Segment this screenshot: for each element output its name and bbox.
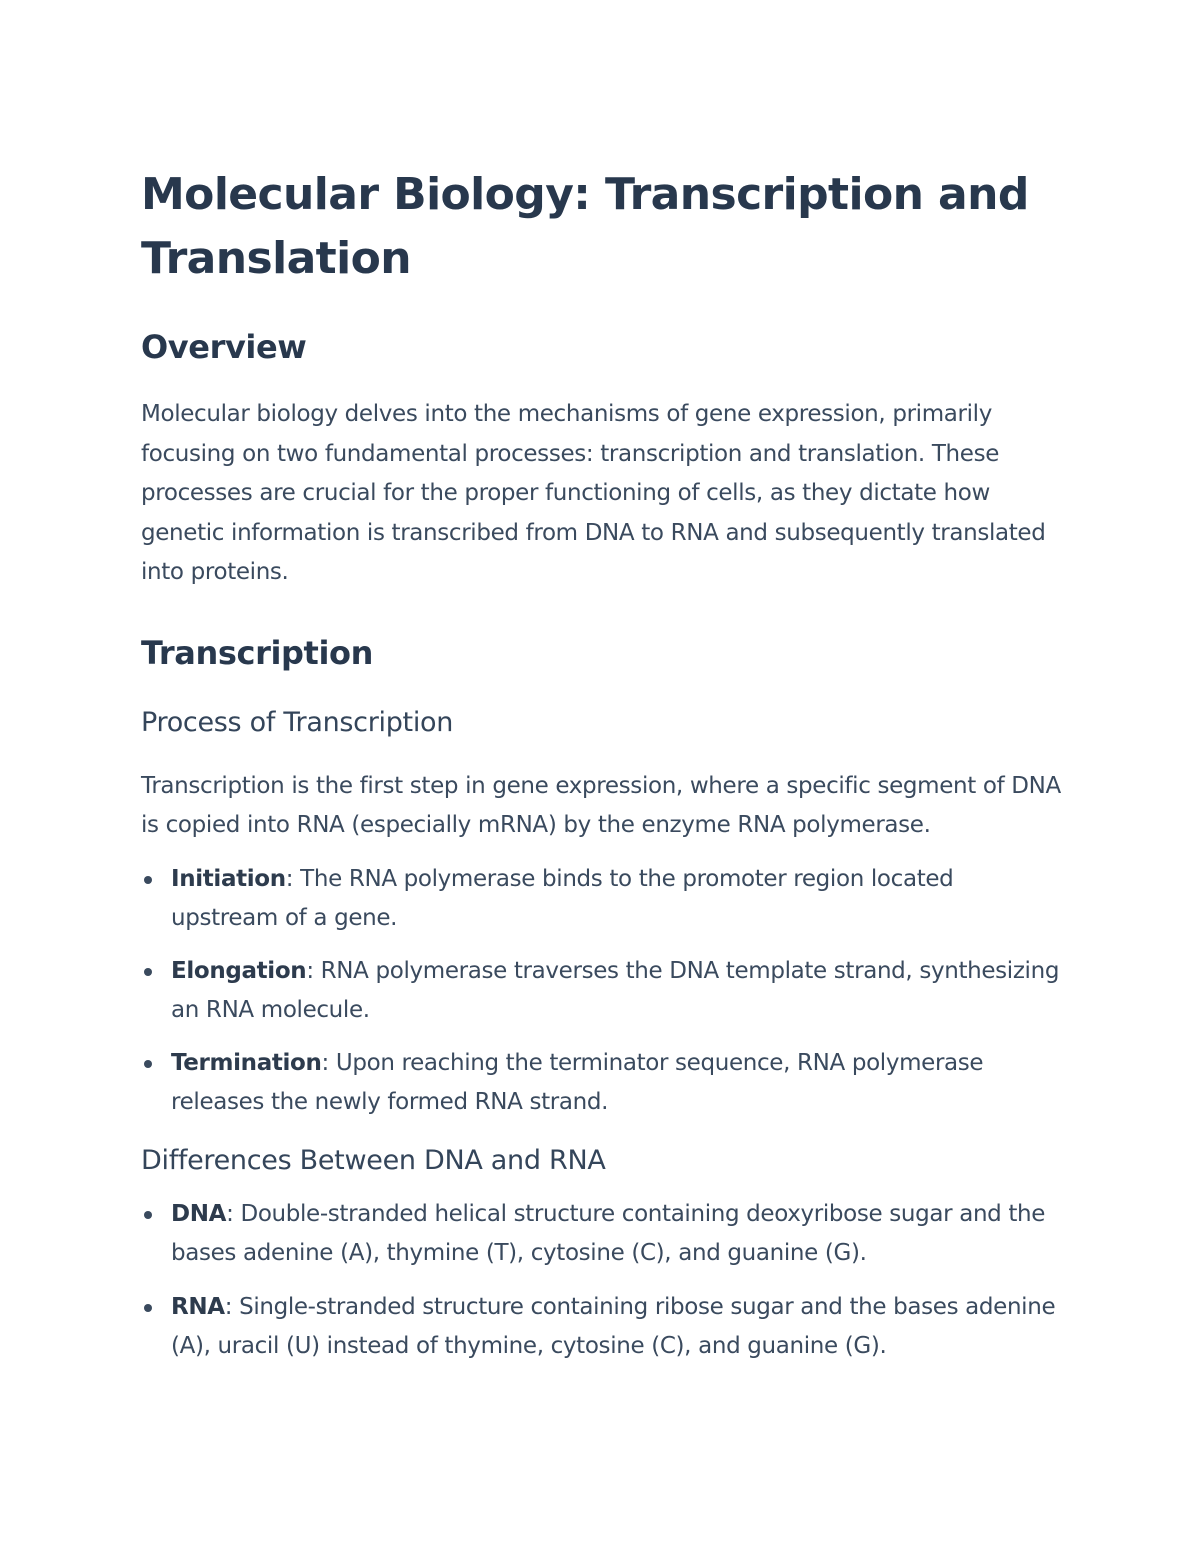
process-of-transcription-heading: Process of Transcription bbox=[141, 706, 454, 738]
document-page bbox=[141, 163, 1061, 1367]
list-item-elongation bbox=[141, 952, 1061, 1031]
list-item-dna bbox=[141, 1195, 1061, 1274]
page-title: Molecular Biology: Transcription and Translation bbox=[141, 169, 1029, 284]
list-item-initiation bbox=[141, 860, 1061, 939]
list-item-term: Termination bbox=[171, 1049, 322, 1076]
list-item-term: RNA bbox=[171, 1293, 225, 1320]
list-item-desc: : Single-stranded structure containing ribose sugar and the bases adenine (A), uracil (U) instead of thymine, cytosine (C), and guanine (G). bbox=[171, 1293, 1056, 1359]
overview-paragraph: Molecular biology delves into the mechanisms of gene expression, primarily focusing on two fundamental processes: transcription and translation. These processes are crucial for the proper functioning of cells, as they dictate how genetic information is transcribed from DNA to RNA and subsequently translated into proteins. bbox=[141, 401, 1046, 585]
transcription-steps-list bbox=[141, 860, 1061, 1123]
differences-heading: Differences Between DNA and RNA bbox=[141, 1144, 606, 1176]
list-item-desc: : The RNA polymerase binds to the promoter region located upstream of a gene. bbox=[171, 865, 954, 931]
bullet-icon bbox=[144, 1304, 152, 1312]
transcription-heading: Transcription bbox=[141, 633, 373, 672]
list-item-rna bbox=[141, 1288, 1061, 1367]
bullet-icon bbox=[144, 1211, 152, 1219]
bullet-icon bbox=[144, 1060, 152, 1068]
list-item-desc: : Upon reaching the terminator sequence, RNA polymerase releases the newly formed RNA strand. bbox=[171, 1049, 984, 1115]
list-item-termination bbox=[141, 1044, 1061, 1123]
process-paragraph: Transcription is the first step in gene expression, where a specific segment of DNA is copied into RNA (especially mRNA) by the enzyme RNA polymerase. bbox=[141, 772, 1061, 838]
bullet-icon bbox=[144, 876, 152, 884]
list-item-term: DNA bbox=[171, 1200, 227, 1227]
overview-heading: Overview bbox=[141, 328, 307, 366]
list-item-desc: : Double-stranded helical structure containing deoxyribose sugar and the bases adenine (A), thymine (T), cytosine (C), and guanine (G). bbox=[171, 1200, 1046, 1266]
list-item-term: Initiation bbox=[171, 865, 286, 892]
dna-rna-differences-list bbox=[141, 1195, 1061, 1367]
list-item-desc: : RNA polymerase traverses the DNA template strand, synthesizing an RNA molecule. bbox=[171, 957, 1060, 1023]
list-item-term: Elongation bbox=[171, 957, 307, 984]
bullet-icon bbox=[144, 968, 152, 976]
